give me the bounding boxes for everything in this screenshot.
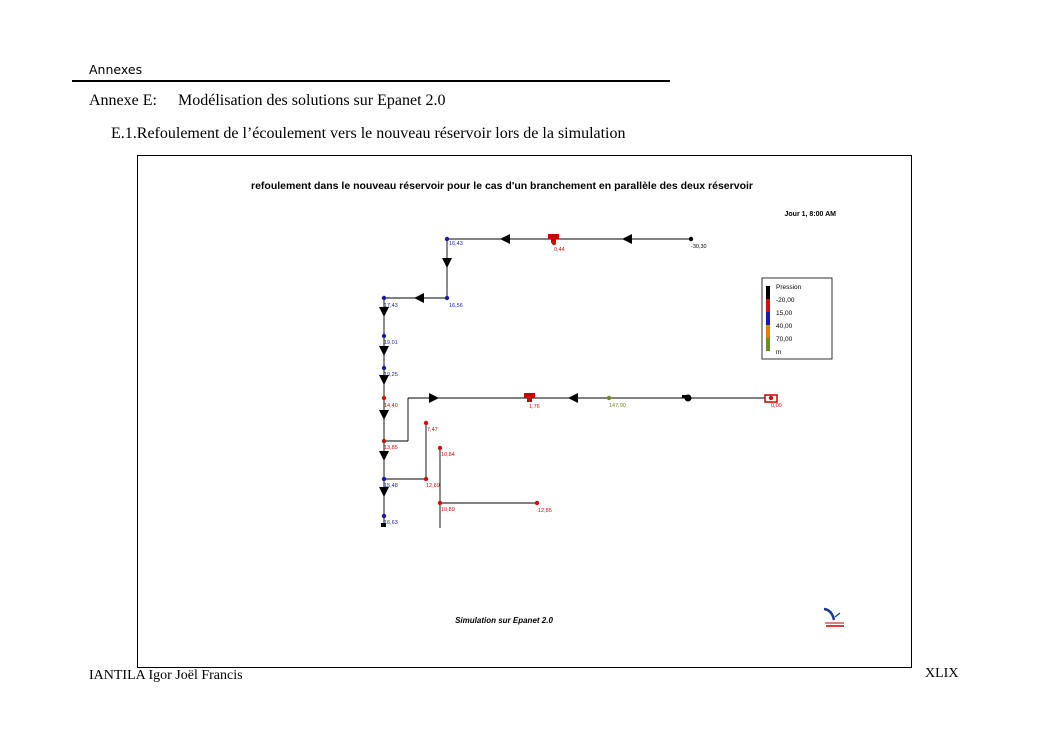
footer-author: IANTILA Igor Joël Francis	[89, 668, 243, 683]
legend-swatch	[766, 338, 770, 351]
legend-entry: 15,00	[776, 310, 793, 317]
figure-caption: Simulation sur Epanet 2.0	[455, 616, 553, 625]
flow-arrow	[442, 258, 452, 268]
node-pressure-label: 10,84	[441, 452, 455, 458]
footer-page-number: XLIX	[925, 666, 959, 681]
legend-swatch	[766, 312, 770, 325]
annex-label: Annexe E:	[89, 92, 157, 109]
node-pressure-label: 16,43	[449, 241, 463, 247]
junction-node	[382, 366, 386, 370]
flow-arrow	[379, 346, 389, 356]
node-pressure-label: 12,69	[426, 483, 440, 489]
junction-node	[689, 237, 693, 241]
legend-entry: 70,00	[776, 336, 793, 343]
node-pressure-label: 19,25	[384, 372, 398, 378]
junction-node	[552, 241, 556, 245]
network-nodes	[382, 237, 782, 526]
header-rule	[72, 80, 670, 82]
flow-arrow	[414, 293, 424, 303]
annex-title: Modélisation des solutions sur Epanet 2.0	[178, 92, 446, 109]
legend-swatch	[766, 325, 770, 338]
flow-arrow	[379, 410, 389, 420]
node-pressure-label: 0,44	[554, 247, 565, 253]
node-pressure-label: 19,01	[384, 340, 398, 346]
node-pressure-label: 0,00	[771, 403, 782, 409]
figure-title: refoulement dans le nouveau réservoir pour le cas d'un branchement en parallèle des deux réservoir	[250, 180, 754, 192]
junction-node	[535, 501, 539, 505]
legend	[762, 278, 832, 359]
junction-node	[424, 477, 428, 481]
junction-node	[382, 439, 386, 443]
flow-arrow	[379, 451, 389, 461]
node-pressure-label: 15,48	[384, 483, 398, 489]
junction-node	[607, 396, 611, 400]
legend-unit: m	[776, 349, 782, 356]
legend-title: Pression	[776, 284, 802, 291]
flow-arrow	[622, 234, 632, 244]
node-pressure-label: 12,85	[538, 508, 552, 514]
figure-time: Jour 1, 8:00 AM	[784, 211, 836, 218]
junction-node	[382, 296, 386, 300]
node-pressure-label: 16,63	[384, 520, 398, 526]
junction-node	[438, 501, 442, 505]
node-pressure-label: 7,47	[427, 427, 438, 433]
node-pressure-label: -30,30	[691, 244, 707, 250]
section-heading: E.1.Refoulement de l’écoulement vers le nouveau réservoir lors de la simulation	[111, 125, 626, 142]
legend-swatch	[766, 286, 770, 299]
node-pressure-label: 10,89	[441, 507, 455, 513]
legend-entry: -20,00	[776, 297, 795, 304]
junction-node	[438, 446, 442, 450]
flow-arrows	[379, 234, 632, 497]
pump-icon	[682, 395, 688, 398]
flow-arrow	[429, 393, 439, 403]
junction-node	[445, 296, 449, 300]
legend-entry: 40,00	[776, 323, 793, 330]
legend-swatch	[766, 299, 770, 312]
junction-node	[382, 514, 386, 518]
junction-node	[382, 396, 386, 400]
flow-arrow	[568, 393, 578, 403]
junction-node	[769, 396, 773, 400]
node-pressure-label: 147,90	[609, 403, 626, 409]
junction-node	[527, 396, 531, 400]
node-pressure-label: 1,76	[529, 404, 540, 410]
junction-node	[382, 477, 386, 481]
node-pressure-label: 17,43	[384, 303, 398, 309]
running-header: Annexes	[89, 62, 143, 77]
annex-heading	[89, 92, 446, 110]
node-pressure-label: 16,56	[449, 303, 463, 309]
epanet-logo	[824, 609, 844, 626]
node-pressure-label: 13,85	[384, 445, 398, 451]
flow-arrow	[500, 234, 510, 244]
junction-node	[424, 421, 428, 425]
epanet-figure	[137, 155, 912, 668]
tank-icon	[548, 234, 559, 239]
network-pipes	[384, 239, 777, 528]
node-pressure-label: 14,40	[384, 403, 398, 409]
junction-node	[382, 334, 386, 338]
